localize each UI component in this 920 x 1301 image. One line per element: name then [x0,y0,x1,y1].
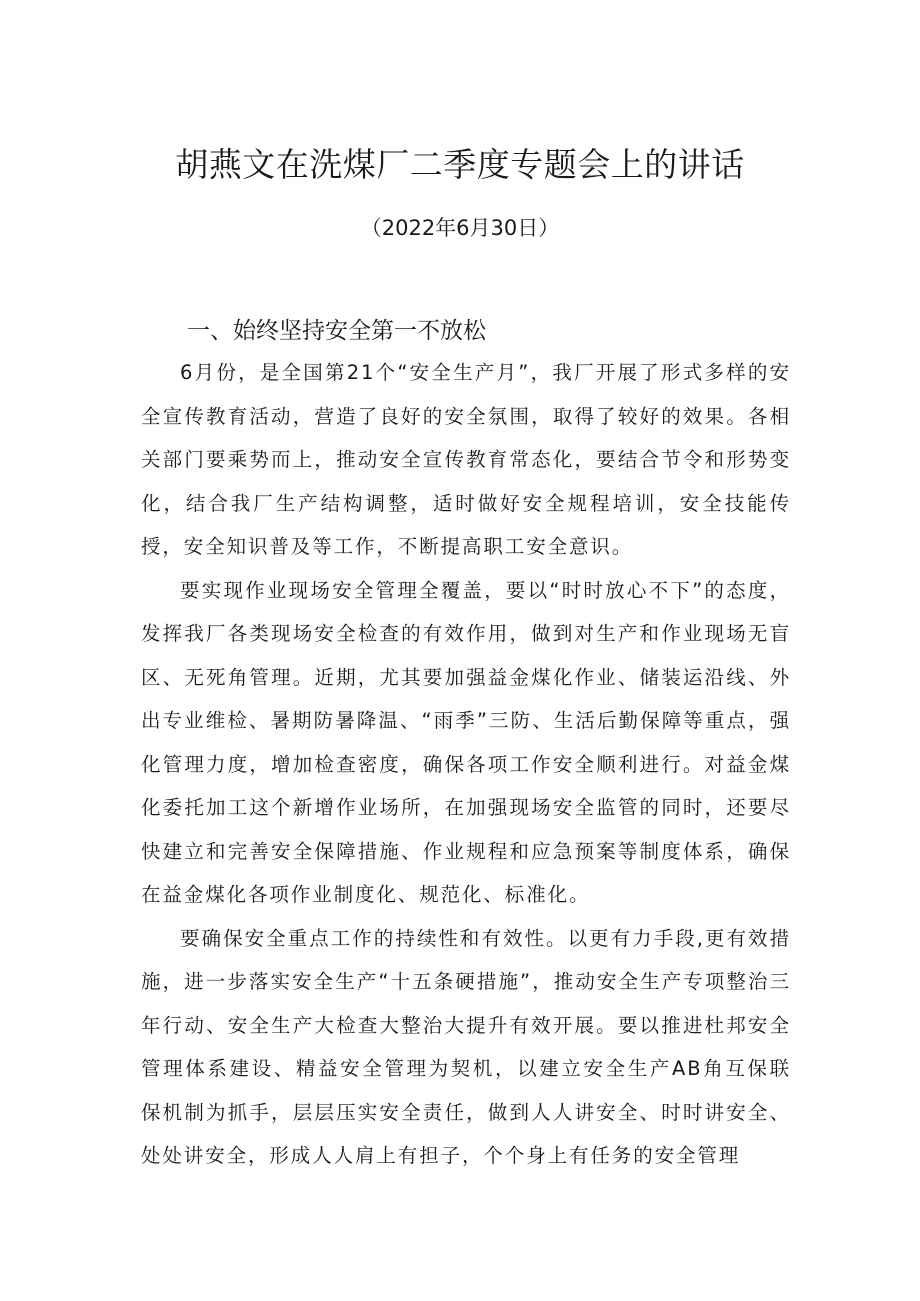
paragraph-3: 要确保安全重点工作的持续性和有效性。以更有力手段,更有效措施，进一步落实安全生产“十五条硬措施”，推动安全生产专项整治三年行动、安全生产大检查大整治大提升有效开展。要以推进杜邦安全管理体系建设、精益安全管理为契机，以建立安全生产AB角互保联保机制为抓手，层层压实安全责任，做到人人讲安全、时时讲安全、处处讲安全，形成人人肩上有担子，个个身上有任务的安全管理 [141,926,791,1167]
document-date: （2022年6月30日） [360,216,560,240]
document-title: 胡燕文在洗煤厂二季度专题会上的讲话 [175,145,745,184]
paragraph-1: 6月份，是全国第21个“安全生产月”，我厂开展了形式多样的安全宣传教育活动，营造了良好的安全氛围，取得了较好的效果。各相关部门要乘势而上，推动安全宣传教育常态化，要结合节令和形势变化，结合我厂生产结构调整，适时做好安全规程培训，安全技能传授，安全知识普及等工作，不断提高职工安全意识。 [141,361,791,558]
paragraph-2: 要实现作业现场安全管理全覆盖，要以“时时放心不下”的态度，发挥我厂各类现场安全检查的有效作用，做到对生产和作业现场无盲区、无死角管理。近期，尤其要加强益金煤化作业、储装运沿线、外出专业维检、暑期防暑降温、“雨季”三防、生活后勤保障等重点，强化管理力度，增加检查密度，确保各项工作安全顺利进行。对益金煤化委托加工这个新增作业场所，在加强现场安全监管的同时，还要尽快建立和完善安全保障措施、作业规程和应急预案等制度体系，确保在益金煤化各项作业制度化、规范化、标准化。 [141,578,791,906]
section-heading: 一、始终坚持安全第一不放松 [187,318,486,344]
document-body [141,351,791,1178]
